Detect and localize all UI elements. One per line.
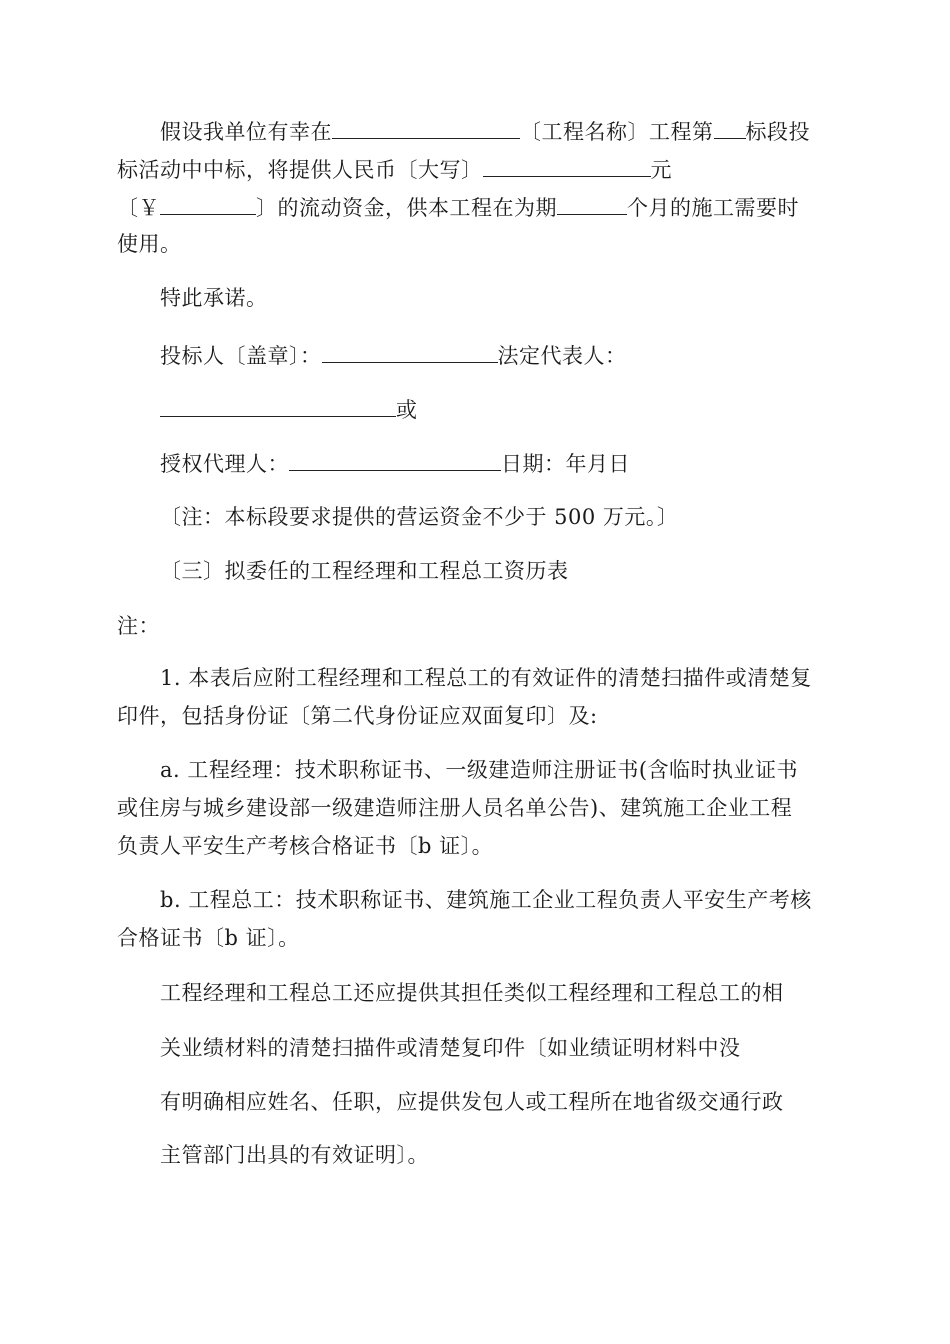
bidder-label: 投标人〔盖章〕： bbox=[160, 344, 322, 368]
amount-numeric-blank[interactable] bbox=[160, 192, 256, 215]
item-a-line-2: 或住房与城乡建设部一级建造师注册人员名单公告)、建筑施工企业工程 bbox=[117, 796, 793, 820]
capital-note: 〔注：本标段要求提供的营运资金不少于 500 万元。〕 bbox=[160, 505, 679, 529]
text-segment: 标活动中中标，将提供人民币〔大写〕 bbox=[117, 158, 483, 182]
text-segment: 个月的施工需要时 bbox=[627, 196, 799, 220]
legal-rep-blank[interactable] bbox=[160, 394, 396, 417]
extra-line-1: 工程经理和工程总工还应提供其担任类似工程经理和工程总工的相 bbox=[160, 981, 784, 1005]
item1-line-2: 印件，包括身份证〔第二代身份证应双面复印〕及: bbox=[117, 704, 598, 728]
item-b-line-2: 合格证书〔b 证〕。 bbox=[117, 926, 300, 950]
legal-rep-label: 法定代表人： bbox=[497, 344, 627, 368]
commitment-line-2 bbox=[117, 154, 672, 184]
project-name-blank[interactable] bbox=[332, 116, 520, 139]
amount-uppercase-blank[interactable] bbox=[483, 154, 651, 177]
or-label: 或 bbox=[396, 398, 418, 422]
legal-rep-line bbox=[160, 394, 418, 424]
commitment-line-1 bbox=[160, 116, 810, 146]
commitment-line-4: 使用。 bbox=[117, 232, 182, 256]
commitment-line-3 bbox=[117, 192, 799, 222]
text-segment: 标段投 bbox=[745, 120, 810, 144]
agent-blank[interactable] bbox=[289, 448, 501, 471]
agent-label: 授权代理人： bbox=[160, 452, 289, 476]
text-segment: 元 bbox=[650, 158, 672, 182]
section-heading: 〔三〕拟委任的工程经理和工程总工资历表 bbox=[160, 559, 569, 583]
months-blank[interactable] bbox=[557, 192, 627, 215]
item-a-line-3: 负责人平安生产考核合格证书〔b 证〕。 bbox=[117, 834, 494, 858]
extra-line-3: 有明确相应姓名、任职，应提供发包人或工程所在地省级交通行政 bbox=[160, 1090, 784, 1114]
bidder-signature-line bbox=[160, 340, 627, 370]
text-segment: 〔￥ bbox=[117, 196, 160, 220]
date-label: 日期：年月日 bbox=[501, 452, 630, 476]
bidder-seal-blank[interactable] bbox=[322, 340, 498, 363]
item-a-line-1: a. 工程经理：技术职称证书、一级建造师注册证书(含临时执业证书 bbox=[160, 758, 799, 782]
item1-line-1: 1. 本表后应附工程经理和工程总工的有效证件的清楚扫描件或清楚复 bbox=[160, 666, 812, 690]
extra-line-2: 关业绩材料的清楚扫描件或清楚复印件〔如业绩证明材料中没 bbox=[160, 1036, 741, 1060]
item-b-line-1: b. 工程总工：技术职称证书、建筑施工企业工程负责人平安生产考核 bbox=[160, 888, 812, 912]
agent-line bbox=[160, 448, 630, 478]
section-number-blank[interactable] bbox=[714, 116, 746, 139]
text-segment: 假设我单位有幸在 bbox=[160, 120, 332, 144]
special-commitment: 特此承诺。 bbox=[160, 286, 268, 310]
extra-line-4: 主管部门出具的有效证明〕。 bbox=[160, 1143, 429, 1167]
text-segment: 〕的流动资金，供本工程在为期 bbox=[256, 196, 557, 220]
note-label: 注： bbox=[117, 614, 160, 638]
text-segment: 〔工程名称〕工程第 bbox=[520, 120, 714, 144]
